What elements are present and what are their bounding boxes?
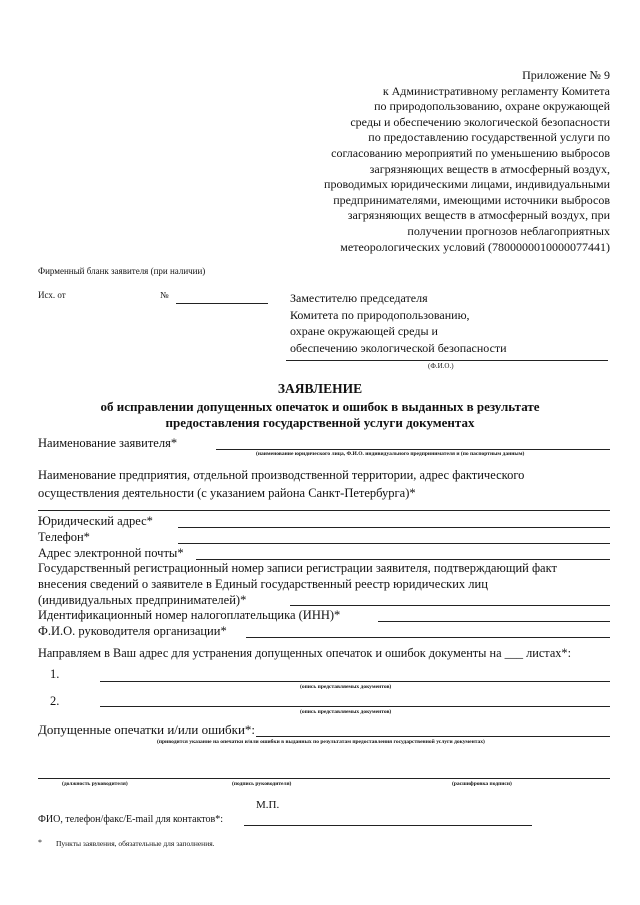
document-item-field[interactable] bbox=[100, 706, 610, 707]
number-field[interactable] bbox=[176, 303, 268, 304]
document-subtitle-line1: об исправлении допущенных опечаток и ошибок в выданных в результате bbox=[100, 399, 540, 414]
applicant-name-caption: (наименование юридического лица, Ф.И.О. индивидуального предпринимателя и (по паспортным данным) bbox=[256, 451, 525, 457]
appendix-line: Приложение № 9 bbox=[522, 68, 610, 82]
appendix-line: среды и обеспечению экологической безопасности bbox=[350, 114, 610, 129]
documents-caption: (опись представляемых документов) bbox=[300, 709, 392, 715]
decode-caption: (расшифровка подписи) bbox=[452, 781, 512, 787]
document-item-number: 2. bbox=[50, 694, 60, 708]
addressee-line: Комитета по природопользованию, bbox=[290, 307, 470, 322]
addressee-block bbox=[290, 290, 507, 356]
ogrn-field[interactable] bbox=[290, 605, 610, 606]
enterprise-field[interactable] bbox=[38, 510, 610, 511]
letterhead-note: Фирменный бланк заявителя (при наличии) bbox=[38, 266, 206, 276]
appendix-header bbox=[250, 68, 610, 255]
addressee-line: Заместителю председателя bbox=[290, 291, 428, 305]
email-field[interactable] bbox=[196, 559, 610, 560]
appendix-line: предпринимателями, имеющими источники выбросов bbox=[333, 192, 610, 207]
director-label: Ф.И.О. руководителя организации* bbox=[38, 624, 227, 638]
documents-caption: (опись представляемых документов) bbox=[300, 684, 392, 690]
appendix-line: согласованию мероприятий по уменьшению выбросов bbox=[331, 145, 610, 160]
appendix-line: к Административному регламенту Комитета bbox=[382, 83, 610, 98]
fio-field[interactable] bbox=[286, 360, 608, 361]
contacts-label: ФИО, телефон/факс/E-mail для контактов*: bbox=[38, 814, 224, 825]
errors-label: Допущенные опечатки и/или ошибки*: bbox=[38, 722, 256, 737]
appendix-line: загрязняющих веществ в атмосферный воздух, bbox=[369, 161, 610, 176]
phone-field[interactable] bbox=[178, 543, 610, 544]
appendix-line: получении прогнозов неблагоприятных bbox=[407, 223, 610, 238]
phone-label: Телефон* bbox=[38, 530, 90, 544]
addressee-line: обеспечению экологической безопасности bbox=[290, 340, 507, 355]
ogrn-label-line1: Государственный регистрационный номер записи регистрации заявителя, подтверждающий факт bbox=[38, 561, 557, 575]
sign-caption: (подпись руководителя) bbox=[232, 781, 292, 787]
legal-address-field[interactable] bbox=[178, 527, 610, 528]
appendix-line: по природопользованию, охране окружающей bbox=[374, 99, 610, 114]
document-title: ЗАЯВЛЕНИЕ bbox=[277, 381, 363, 396]
outgoing-label: Исх. от bbox=[38, 290, 66, 300]
addressee-line: охране окружающей среды и bbox=[290, 324, 438, 338]
enterprise-label-line1: Наименование предприятия, отдельной производственной территории, адрес фактического bbox=[38, 468, 525, 482]
inn-label: Идентификационный номер налогоплательщика (ИНН)* bbox=[38, 608, 341, 622]
documents-intro: Направляем в Ваш адрес для устранения допущенных опечаток и ошибок документы на ___ листах*: bbox=[38, 646, 571, 660]
inn-field[interactable] bbox=[378, 621, 610, 622]
fio-caption: (Ф.И.О.) bbox=[428, 362, 454, 370]
ogrn-label-line3: (индивидуальных предпринимателей)* bbox=[38, 593, 247, 607]
enterprise-label-line2: осуществления деятельности (с указанием района Санкт-Петербурга)* bbox=[38, 486, 416, 500]
number-label: № bbox=[160, 290, 169, 300]
footnote-text: Пункты заявления, обязательные для заполнения. bbox=[56, 839, 215, 848]
ogrn-label-line2: внесения сведений о заявителе в Единый государственный реестр юридических лиц bbox=[38, 577, 488, 591]
errors-caption: (приводится указание на опечатки и/или ошибки в выданных по результатам предоставления государственной услуги документах) bbox=[157, 739, 485, 745]
document-item-field[interactable] bbox=[100, 681, 610, 682]
footnote-mark: * bbox=[38, 838, 42, 847]
document-subtitle-line2: предоставления государственной услуги документах bbox=[165, 415, 475, 430]
document-item-number: 1. bbox=[50, 667, 60, 681]
email-label: Адрес электронной почты* bbox=[38, 546, 184, 560]
signature-line[interactable] bbox=[38, 778, 610, 779]
appendix-line: по предоставлению государственной услуги по bbox=[368, 130, 610, 145]
director-field[interactable] bbox=[246, 637, 610, 638]
position-caption: (должность руководителя) bbox=[62, 781, 128, 787]
stamp-placeholder: М.П. bbox=[256, 799, 280, 811]
appendix-line: загрязняющих веществ в атмосферный воздух, при bbox=[347, 208, 610, 223]
applicant-name-field[interactable] bbox=[216, 449, 610, 450]
appendix-line: проводимых юридическими лицами, индивидуальными bbox=[324, 177, 610, 192]
contacts-field[interactable] bbox=[244, 825, 532, 826]
applicant-name-label: Наименование заявителя* bbox=[38, 436, 178, 450]
legal-address-label: Юридический адрес* bbox=[38, 514, 153, 528]
errors-field[interactable] bbox=[256, 736, 610, 737]
appendix-line: метеорологических условий (7800000010000077441) bbox=[340, 239, 610, 254]
